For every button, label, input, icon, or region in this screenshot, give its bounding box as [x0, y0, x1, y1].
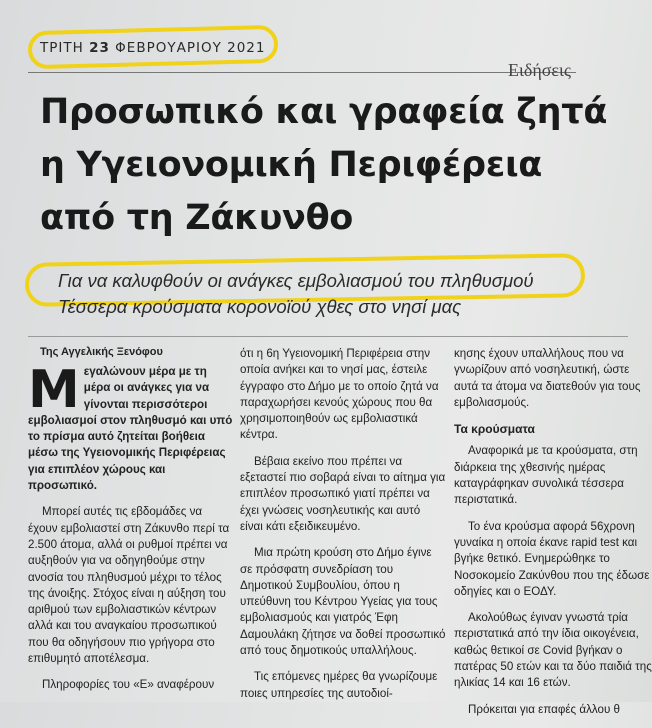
paragraph: Τις επόμενες ημέρες θα γνωρίζουμε ποιες υπηρεσίες της αυτοδιοί-	[240, 670, 438, 700]
paragraph: Το ένα κρούσμα αφορά 56χρονη γυναίκα η οποία έκανε rapid test και βγήκε θετικό. Ενημερώθηκε το Νοσοκομείο Ζακύνθου που της έδωσε οδηγίες και ο ΕΟΔΥ.	[454, 519, 650, 598]
article-headline	[40, 86, 630, 245]
paragraph: Αναφορικά με τα κρούσματα, στη διάρκεια της χθεσινής ημέρας καταγράφηκαν συνολικά τέσσερα περιστατικά.	[454, 444, 638, 507]
date-month-year: ΦΕΒΡΟΥΑΡΙΟΥ 2021	[115, 40, 266, 56]
article-subtitle	[58, 268, 618, 320]
dateline	[40, 40, 265, 56]
paragraph: Μια πρώτη κρούση στο Δήμο έγινε σε πρόσφατη συνεδρίαση του Δημοτικού Συμβουλίου, όπου η υπεύθυνη του Κέντρου Υγείας για τους εμβολιασμούς και γιατρός Έφη Δαμουλάκη ζήτησε να δοθεί προσωπικό από τους δημοτικούς υπαλλήλους.	[240, 546, 446, 658]
section-subhead: Τα κρούσματα	[454, 422, 535, 437]
paragraph: Ακολούθως έγιναν γνωστά τρία περιστατικά από την ίδια οικογένεια, καθώς θετικοί σε Covid βγήκαν ο πατέρας 50 ετών και τα δύο παιδιά της ηλικίας 14 και 16 ετών.	[454, 611, 652, 690]
headline-line-3: από τη Ζάκυνθο	[40, 198, 354, 238]
paragraph: Πληροφορίες του «Ε» αναφέρουν	[42, 678, 215, 692]
byline: Της Αγγελικής Ξενόφου	[40, 346, 163, 358]
paragraph: ότι η 6η Υγειονομική Περιφέρεια στην οποία ανήκει και το νησί μας, έστειλε έγγραφο στο Δήμο με το οποίο ζητά να παραχωρήσει κενούς χώρους που θα χρησιμοποιηθούν ως εμβολιαστικά κέντρα.	[240, 347, 439, 442]
lead-paragraph	[28, 360, 234, 494]
headline-line-1: Προσωπικό και γραφεία ζητά	[40, 92, 608, 132]
article-column-3	[454, 346, 652, 728]
lead-text: εγαλώνουν μέρα με τη μέρα οι ανάγκες για να γίνονται περισσότεροι εμβολιασμοί στον πληθυσμό και υπό το πρίσμα αυτό ζητείται βοήθεια μέσω της Υγειονομικής Περιφέρειας για επιπλέον χώρους και προσωπικό.	[28, 365, 233, 493]
date-day: ΤΡΙΤΗ	[40, 40, 84, 56]
subtitle-line-2: Τέσσερα κρούσματα κορονοϊού χθες στο νησί μας	[58, 296, 462, 317]
section-label: Ειδήσεις	[508, 60, 571, 80]
paragraph: Μπορεί αυτές τις εβδομάδες να έχουν εμβολιαστεί στη Ζάκυνθο περί τα 2.500 άτομα, αλλά οι ρυθμοί πρέπει να αυξηθούν για να οδηγηθούμε στην ανοσία του πληθυσμού μέχρι το τέλος της άνοιξης. Στόχος είναι η αύξηση του αριθμού των εμβολιαστικών κέντρων αλλά και του αναγκαίου προσωπικού που θα οδηγήσουν πιο γρήγορα στο επιθυμητό αποτέλεσμα.	[28, 505, 230, 666]
subtitle-line-1: Για να καλυφθούν οι ανάγκες εμβολιασμού του πληθυσμού	[58, 270, 534, 291]
headline-line-2: η Υγειονομική Περιφέρεια	[40, 145, 543, 185]
drop-cap: Μ	[28, 360, 80, 420]
article-column-1	[28, 360, 234, 704]
article-column-2	[240, 346, 446, 712]
date-number: 23	[89, 40, 110, 56]
paragraph: Πρόκειται για επαφές άλλου θ	[468, 702, 620, 716]
subtitle-rule	[28, 336, 628, 337]
paragraph: κησης έχουν υπαλλήλους που να γνωρίζουν από νοσηλευτική, ώστε αυτά τα άτομα να διατεθούν για τους εμβολιασμούς.	[454, 347, 641, 409]
paragraph: Βέβαια εκείνο που πρέπει να εξεταστεί πιο σοβαρά είναι το αίτημα για επιπλέον προσωπικό γιατί πρέπει να έχει γνώσεις νοσηλευτικής και αυτό είναι κάτι εξειδικευμένο.	[240, 454, 446, 533]
header-rule	[28, 72, 576, 73]
